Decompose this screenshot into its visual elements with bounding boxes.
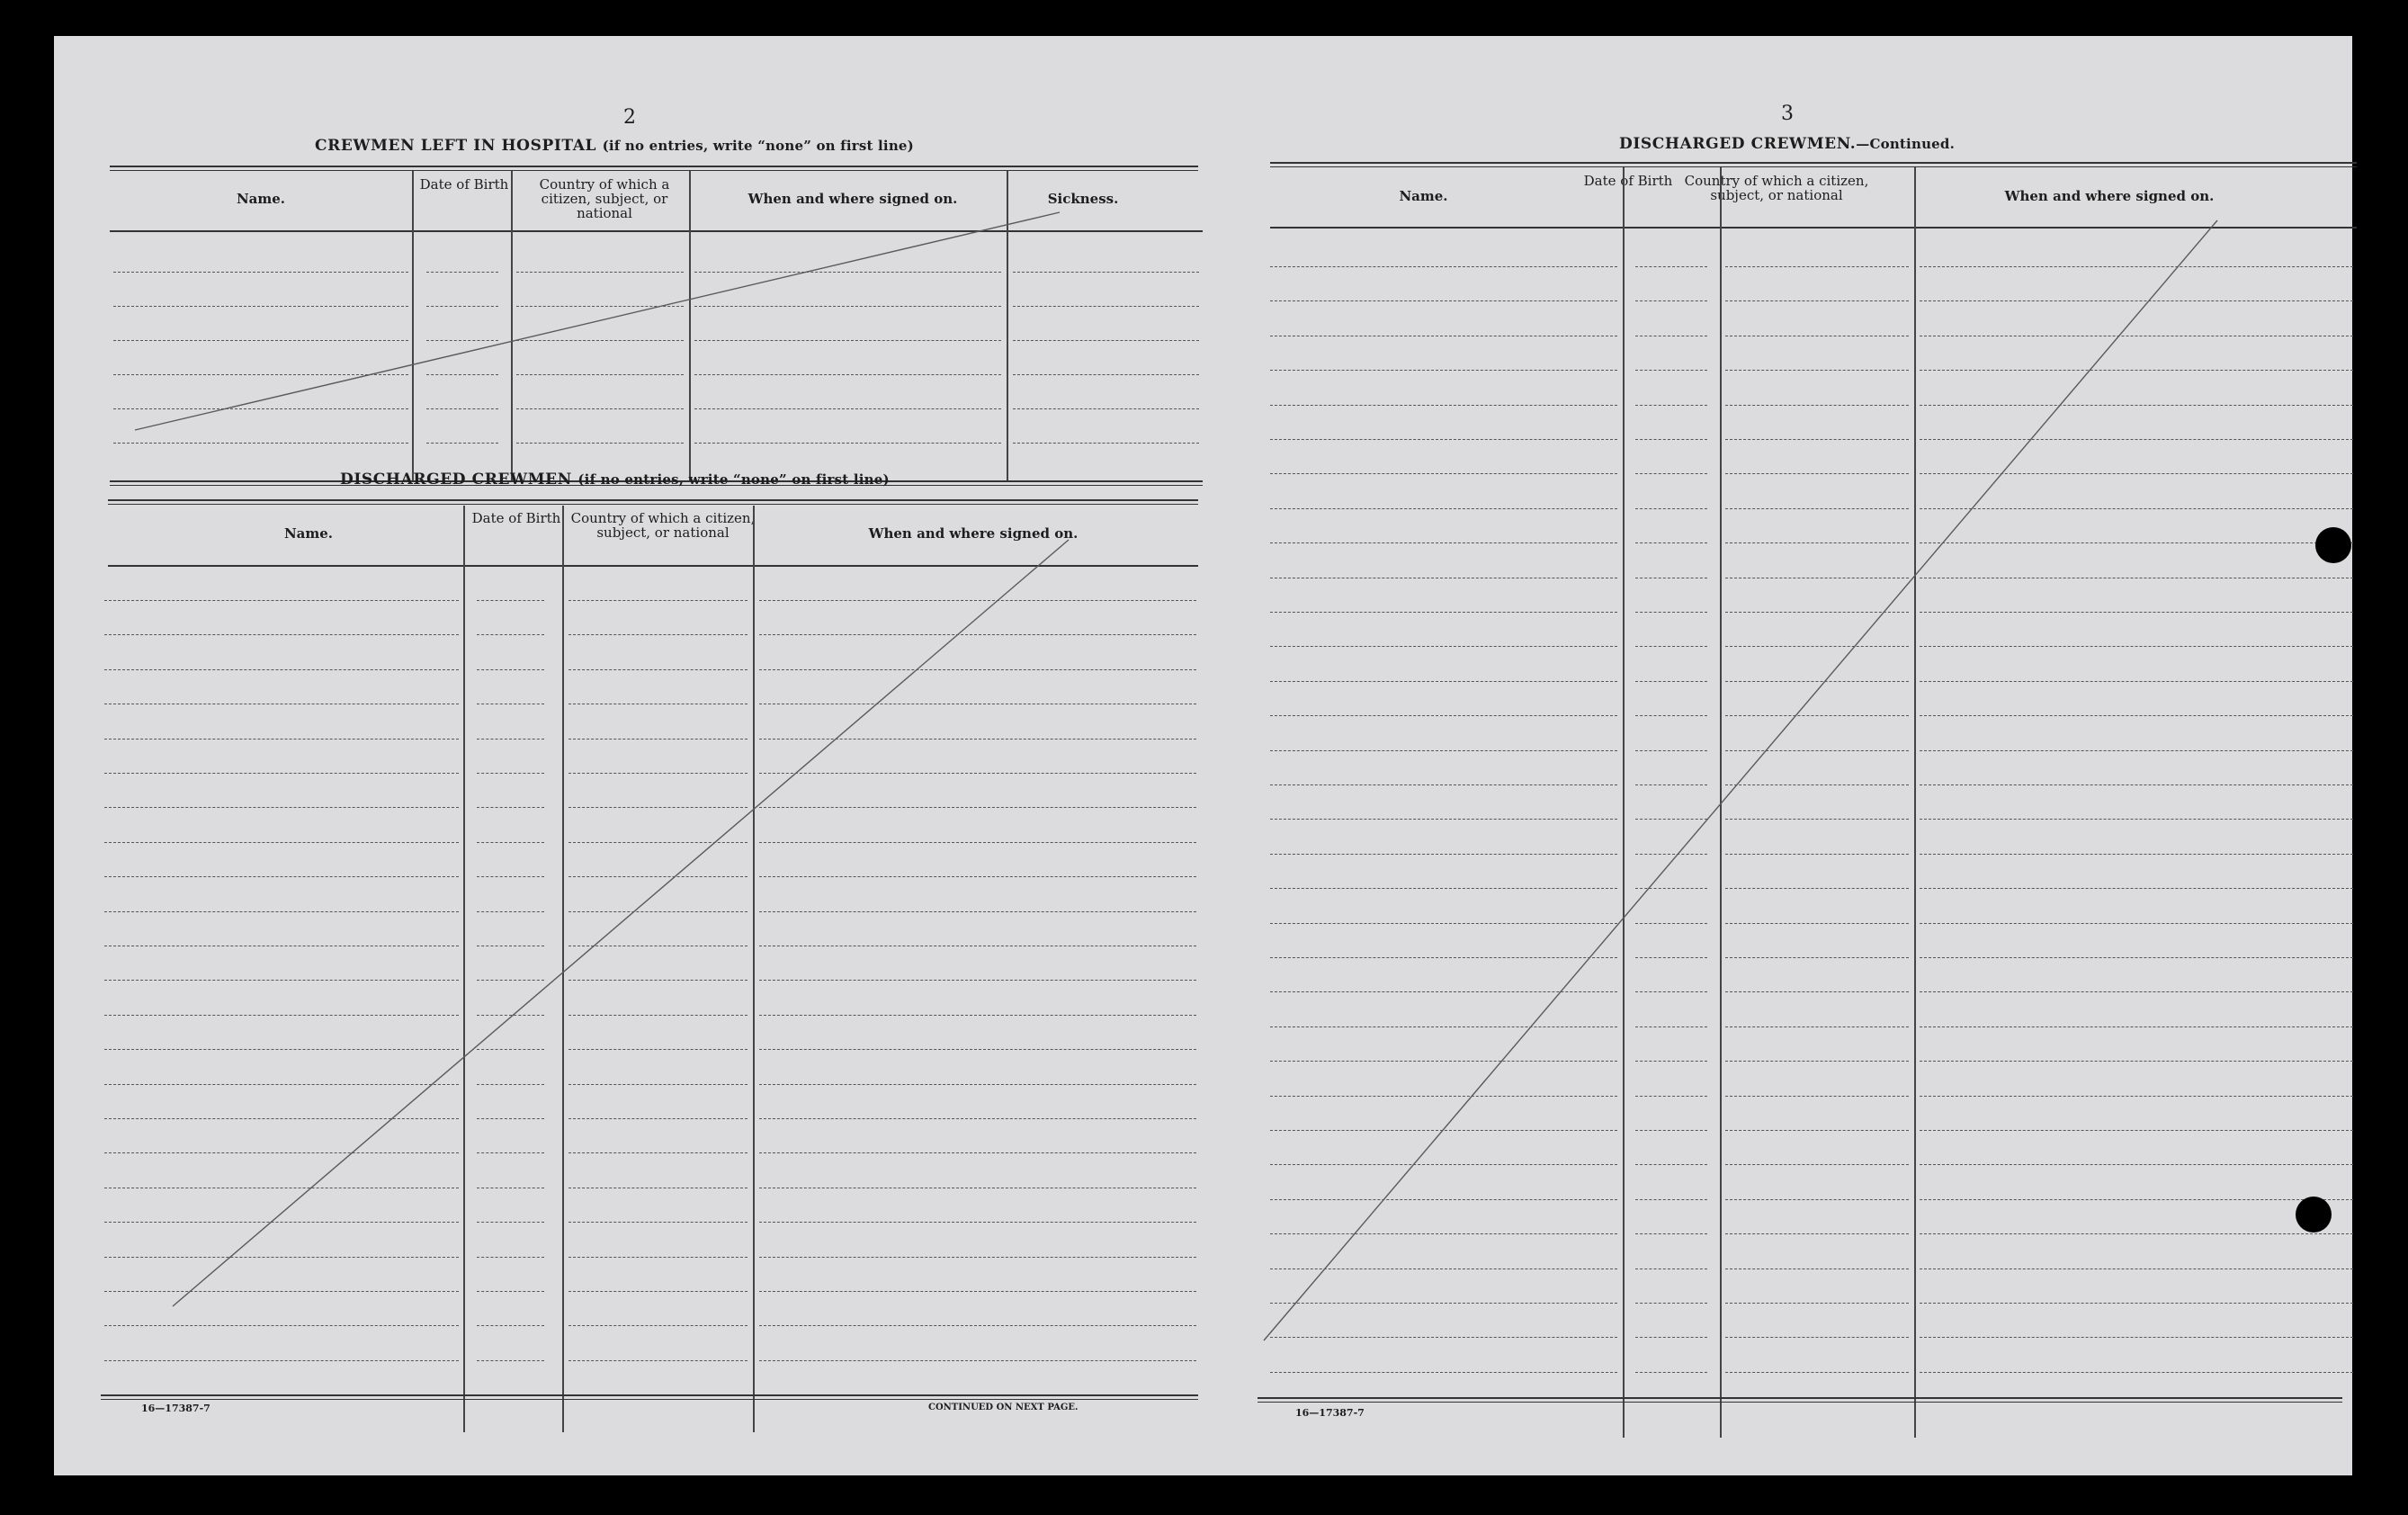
hospital-col-sickness: Sickness. xyxy=(1047,191,1119,207)
hospital-col-country: Country of which a citizen, subject, or national xyxy=(539,176,670,221)
right-col-signed-on: When and where signed on. xyxy=(2004,188,2215,204)
right-col-country: Country of which a citizen, subject, or national xyxy=(1684,173,1869,203)
binder-hole xyxy=(2315,527,2351,563)
hospital-col-signed-on: When and where signed on. xyxy=(747,191,958,207)
hospital-col-name: Name. xyxy=(236,191,286,207)
hospital-col-dob: Date of Birth xyxy=(419,176,509,193)
form-number: 16—17387-7 xyxy=(141,1403,210,1414)
page-number: 3 xyxy=(1781,103,1794,125)
discharged-title-text: DISCHARGED CREWMEN. xyxy=(1619,135,1857,153)
continued-note: CONTINUED ON NEXT PAGE. xyxy=(928,1403,1079,1412)
hospital-title-text: CREWMEN LEFT IN HOSPITAL xyxy=(315,137,597,155)
discharged-col-signed-on: When and where signed on. xyxy=(868,525,1079,542)
strike-line xyxy=(1264,220,2217,1340)
discharged-col-country: Country of which a citizen, subject, or national xyxy=(570,510,756,541)
discharged-subtitle-text: (if no entries, write “none” on first line) xyxy=(577,471,890,488)
discharged-title-text: DISCHARGED CREWMEN xyxy=(340,471,572,489)
strike-line xyxy=(135,212,1060,430)
right-col-dob: Date of Birth xyxy=(1583,173,1673,189)
hospital-subtitle-text: (if no entries, write “none” on first line) xyxy=(602,138,914,154)
cancellation-strokes xyxy=(54,36,2352,1475)
page-number: 2 xyxy=(623,106,636,129)
discharged-col-name: Name. xyxy=(283,525,334,542)
document-sheet xyxy=(54,36,2352,1475)
form-number: 16—17387-7 xyxy=(1295,1407,1365,1419)
binder-hole xyxy=(2296,1197,2332,1233)
right-col-name: Name. xyxy=(1399,188,1448,204)
discharged-col-dob: Date of Birth xyxy=(471,510,561,526)
discharged-subtitle-text: —Continued. xyxy=(1856,136,1956,152)
strike-line xyxy=(173,540,1069,1306)
